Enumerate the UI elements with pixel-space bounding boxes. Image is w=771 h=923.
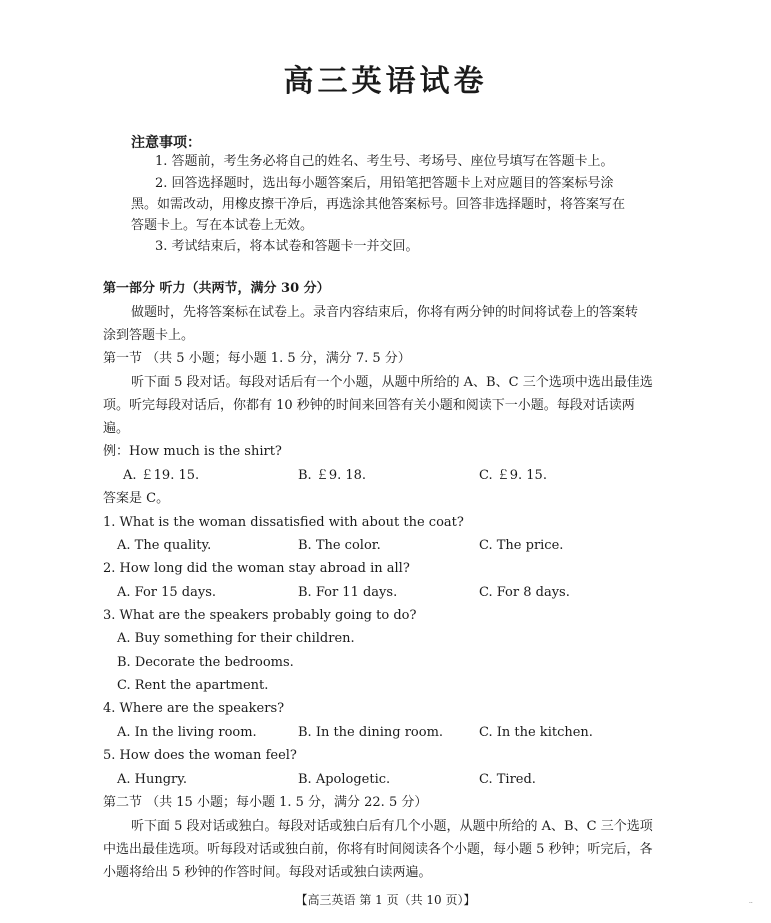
question-1-option-a: A. The quality. bbox=[117, 538, 212, 553]
page-title: 高三英语试卷 bbox=[283, 64, 488, 99]
part1-heading: 第一部分 听力（共两节，满分 30 分） bbox=[103, 281, 330, 296]
notice-item-1: 1. 答题前，考生务必将自己的姓名、考生号、考场号、座位号填写在答题卡上。 bbox=[155, 154, 614, 169]
notice-item-3: 3. 考试结束后，将本试卷和答题卡一并交回。 bbox=[155, 239, 419, 254]
question-2: 2. How long did the woman stay abroad in all? bbox=[103, 561, 410, 576]
corner-mark: ·· bbox=[749, 900, 753, 907]
section1-intro-line-3: 遍。 bbox=[103, 421, 130, 436]
section1-heading: 第一节 （共 5 小题；每小题 1. 5 分，满分 7. 5 分） bbox=[103, 351, 411, 366]
question-4-option-b: B. In the dining room. bbox=[298, 725, 444, 740]
question-3-option-b: B. Decorate the bedrooms. bbox=[117, 655, 294, 670]
example-option-a: A. ￡19. 15. bbox=[123, 468, 200, 483]
example-answer: 答案是 C。 bbox=[103, 491, 170, 506]
question-1-option-c: C. The price. bbox=[479, 538, 564, 553]
question-2-option-a: A. For 15 days. bbox=[117, 585, 217, 600]
example-question: 例：How much is the shirt? bbox=[103, 444, 282, 459]
question-3-option-c: C. Rent the apartment. bbox=[117, 678, 269, 693]
question-5-option-b: B. Apologetic. bbox=[298, 772, 391, 787]
notice-heading: 注意事项： bbox=[131, 135, 201, 151]
question-4: 4. Where are the speakers? bbox=[103, 701, 285, 716]
notice-item-2-line-1: 2. 回答选择题时，选出每小题答案后，用铅笔把答题卡上对应题目的答案标号涂 bbox=[155, 176, 614, 191]
question-3: 3. What are the speakers probably going to do? bbox=[103, 608, 417, 623]
question-4-option-a: A. In the living room. bbox=[117, 725, 257, 740]
question-1-option-b: B. The color. bbox=[298, 538, 381, 553]
question-4-option-c: C. In the kitchen. bbox=[479, 725, 593, 740]
question-1: 1. What is the woman dissatisfied with about the coat? bbox=[103, 515, 464, 530]
notice-item-2-line-2: 黑。如需改动，用橡皮擦干净后，再选涂其他答案标号。回答非选择题时，将答案写在 bbox=[131, 197, 626, 212]
notice-item-2-line-3: 答题卡上。写在本试卷上无效。 bbox=[131, 218, 314, 233]
question-5-option-c: C. Tired. bbox=[479, 772, 536, 787]
section2-intro-line-3: 小题将给出 5 秒钟的作答时间。每段对话或独白读两遍。 bbox=[103, 865, 432, 880]
example-option-b: B. ￡9. 18. bbox=[298, 468, 367, 483]
question-5-option-a: A. Hungry. bbox=[117, 772, 188, 787]
section1-intro-line-2: 项。听完每段对话后，你都有 10 秒钟的时间来回答有关小题和阅读下一小题。每段对话读两 bbox=[103, 398, 635, 413]
section2-heading: 第二节 （共 15 小题；每小题 1. 5 分，满分 22. 5 分） bbox=[103, 795, 428, 810]
part1-intro-line-2: 涂到答题卡上。 bbox=[103, 328, 195, 343]
question-3-option-a: A. Buy something for their children. bbox=[117, 631, 355, 646]
section2-intro-line-1: 听下面 5 段对话或独白。每段对话或独白后有几个小题，从题中所给的 A、B、C 三个选项 bbox=[131, 819, 653, 834]
question-2-option-b: B. For 11 days. bbox=[298, 585, 398, 600]
section2-intro-line-2: 中选出最佳选项。听每段对话或独白前，你将有时间阅读各个小题，每小题 5 秒钟；听完后，各 bbox=[103, 842, 653, 857]
part1-intro-line-1: 做题时，先将答案标在试卷上。录音内容结束后，你将有两分钟的时间将试卷上的答案转 bbox=[131, 305, 639, 320]
example-option-c: C. ￡9. 15. bbox=[479, 468, 547, 483]
question-2-option-c: C. For 8 days. bbox=[479, 585, 570, 600]
section1-intro-line-1: 听下面 5 段对话。每段对话后有一个小题，从题中所给的 A、B、C 三个选项中选出最佳选 bbox=[131, 375, 653, 390]
page-footer: 【高三英语 第 1 页（共 10 页）】 bbox=[295, 893, 476, 907]
question-5: 5. How does the woman feel? bbox=[103, 748, 297, 763]
